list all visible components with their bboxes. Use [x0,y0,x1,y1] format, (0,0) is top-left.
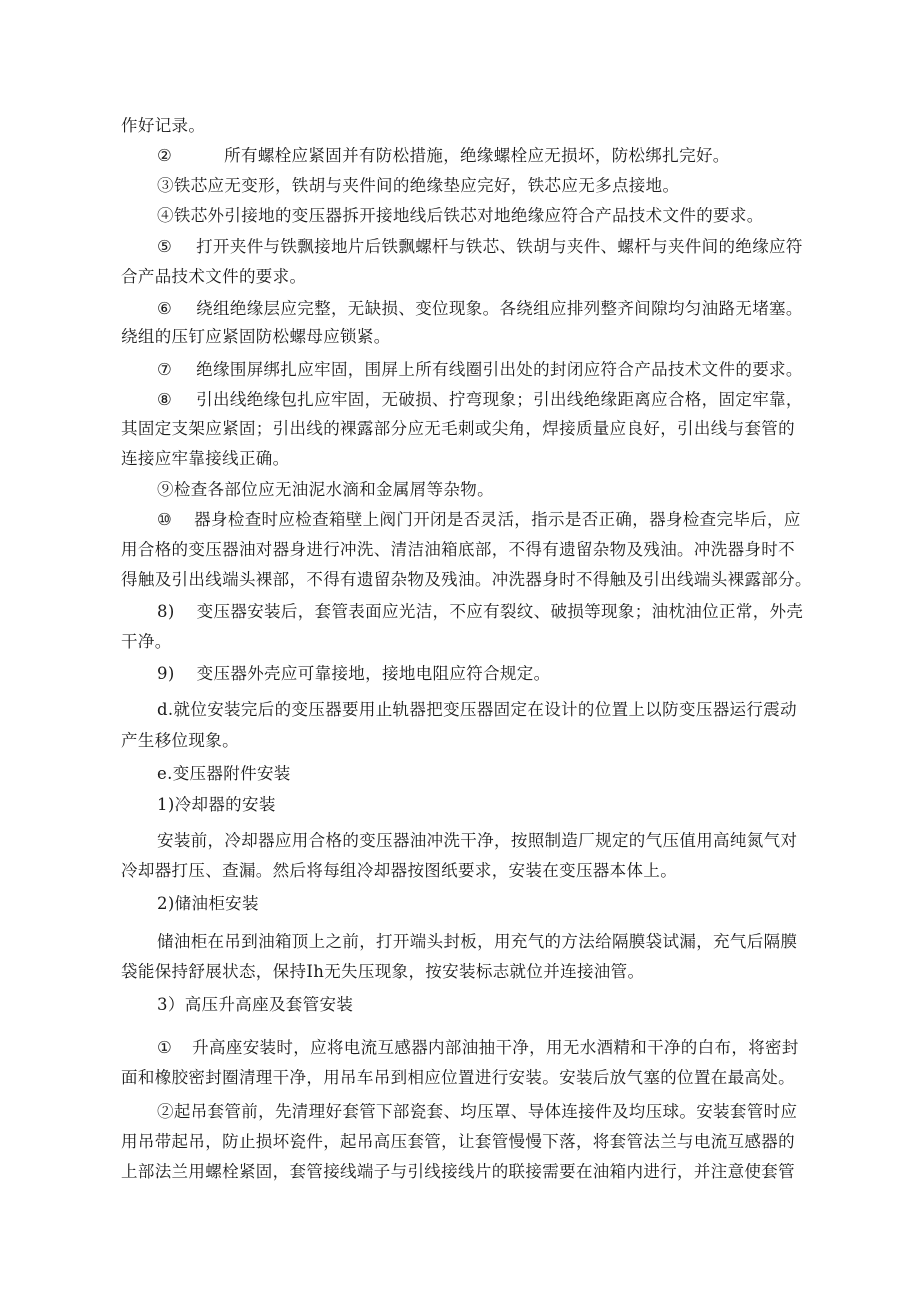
subsection-heading: 2)储油柜安装 [157,894,259,913]
text-line: 用合格的变压器油对器身进行冲洗、清洁油箱底部，不得有遗留杂物及残油。冲洗器身时不 [121,540,795,559]
list-item: ⑦ 绝缘围屏绑扎应牢固，围屏上所有线圈引出处的封闭应符合产品技术文件的要求。 [157,358,803,382]
text-line: 产生移位现象。 [121,731,239,750]
item-label: ① [157,1038,173,1057]
subsection-heading: 3）高压升高座及套管安装 [157,995,354,1014]
list-item: ② 所有螺栓应紧固并有防松措施，绝缘螺栓应无损坏，防松绑扎完好。 [157,144,730,168]
text-line: 干净。 [121,632,172,651]
list-item: ③铁芯应无变形，铁胡与夹件间的绝缘垫应完好，铁芯应无多点接地。 [157,176,680,195]
text-line: 上部法兰用螺栓紧固，套管接线端子与引线接线片的联接需要在油箱内进行，并注意使套管 [121,1162,795,1181]
list-item: ⑩ 器身检查时应检查箱壁上阀门开闭是否灵活，指示是否正确，器身检查完毕后，应 [157,508,801,532]
text-line: 得触及引出线端头裸部，不得有遗留杂物及残油。冲洗器身时不得触及引出线端头裸露部分。 [121,570,812,589]
list-item: ④铁芯外引接地的变压器拆开接地线后铁芯对地绝缘应符合产品技术文件的要求。 [157,206,764,225]
list-item: ⑤ 打开夹件与铁飘接地片后铁飘螺杆与铁芯、铁胡与夹件、螺杆与夹件间的绝缘应符 [157,235,803,259]
paragraph: d.就位安装完后的变压器要用止轨器把变压器固定在设计的位置上以防变压器运行震动 [157,700,797,719]
item-label: 8) [157,602,175,621]
list-item: 9) 变压器外壳应可靠接地，接地电阻应符合规定。 [157,662,551,686]
paragraph: 安装前，冷却器应用合格的变压器油冲洗干净，按照制造厂规定的气压值用高纯氮气对 [157,831,798,850]
text-line: 面和橡胶密封圈清理干净，用吊车吊到相应位置进行安装。安装后放气塞的位置在最高处。 [121,1068,795,1087]
list-item: ⑨检查各部位应无油泥水滴和金属屑等杂物。 [157,480,494,499]
item-label: ⑧ [157,390,173,409]
item-label: ⑥ [157,299,173,318]
text-line: 连接应牢靠接线正确。 [121,449,290,468]
list-item: ① 升高座安装时，应将电流互感器内部油抽干净，用无水酒精和干净的白布，将密封 [157,1036,799,1060]
list-item: ⑧ 引出线绝缘包扎应牢固，无破损、拧弯现象；引出线绝缘距离应合格，固定牢靠， [157,388,803,412]
text-line: 作好记录。 [121,116,206,135]
text-line: 其固定支架应紧固；引出线的裸露部分应无毛刺或尖角，焊接质量应良好，引出线与套管的 [121,419,795,438]
item-label: ② [157,146,173,165]
text-line: 绕组的压钉应紧固防松螺母应锁紧。 [121,327,391,346]
section-heading: e.变压器附件安装 [157,764,291,783]
list-item: 8) 变压器安装后，套管表面应光洁，不应有裂纹、破损等现象；油枕油位正常，外壳 [157,600,803,624]
text-line: 合产品技术文件的要求。 [121,267,307,286]
item-label: ⑩ [157,510,173,529]
text-line: 袋能保持舒展状态，保持Ih无失压现象，按安装标志就位并连接油管。 [121,962,645,981]
subsection-heading: 1)冷却器的安装 [157,795,276,814]
paragraph: 储油柜在吊到油箱顶上之前，打开端头封板，用充气的方法给隔膜袋试漏，充气后隔膜 [157,932,798,951]
item-label: ⑤ [157,237,173,256]
text-line: 用吊带起吊，防止损坏瓷件，起吊高压套管，让套管慢慢下落，将套管法兰与电流互感器的 [121,1132,795,1151]
list-item: ②起吊套管前，先清理好套管下部瓷套、均压罩、导体连接件及均压球。安装套管时应 [157,1102,798,1121]
text-line: 冷却器打压、查漏。然后将每组冷却器按图纸要求，安装在变压器本体上。 [121,861,678,880]
list-item: ⑥ 绕组绝缘层应完整，无缺损、变位现象。各绕组应排列整齐间隙均匀油路无堵塞。 [157,297,803,321]
item-label: 9) [157,664,175,683]
item-label: ⑦ [157,360,173,379]
